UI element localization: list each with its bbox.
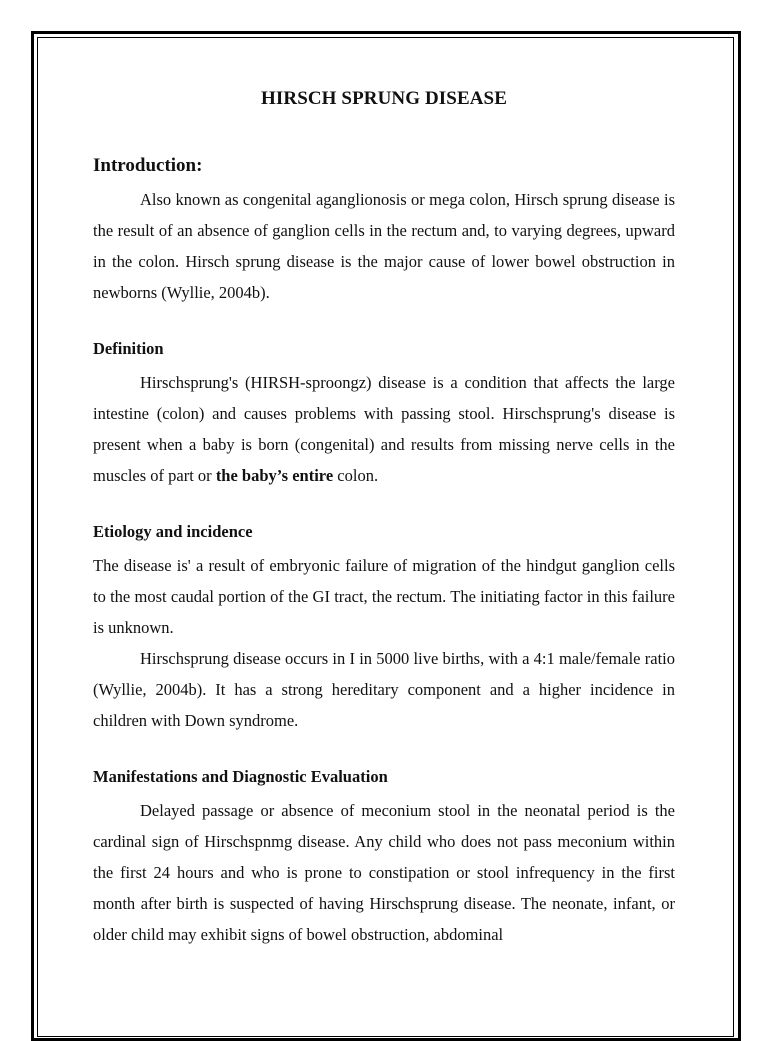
- definition-text-end: colon.: [333, 466, 379, 485]
- definition-text-bold: the baby’s entire: [215, 466, 334, 485]
- document-page: [93, 88, 675, 979]
- etiology-paragraph-1: The disease is' a result of embryonic failure of migration of the hindgut ganglion cells to the most caudal portion of the GI tract, the rectum. The initiating factor in this failure is unknown.: [93, 556, 675, 637]
- manifestations-heading: Manifestations and Diagnostic Evaluation: [93, 767, 388, 786]
- etiology-paragraph-2: Hirschsprung disease occurs in I in 5000 live births, with a 4:1 male/female ratio (Wyllie, 2004b). It has a strong hereditary component and a higher incidence in children with Down syndrome.: [93, 649, 675, 730]
- section-manifestations: [93, 765, 675, 950]
- definition-text-start: Hirschsprung's (HIRSH-sproongz) disease is a condition that affects the large intestine (colon) and causes problems with passing stool. Hirschsprung's disease is present when a baby is born (congenital) and results from missing nerve cells in the muscles of part or: [93, 373, 675, 485]
- definition-heading: Definition: [93, 339, 164, 358]
- section-introduction: [93, 155, 675, 308]
- introduction-heading: Introduction:: [93, 155, 203, 176]
- definition-paragraph: [93, 367, 675, 491]
- manifestations-paragraph: Delayed passage or absence of meconium stool in the neonatal period is the cardinal sign of Hirschspnmg disease. Any child who does not pass meconium within the first 24 hours and who is prone to constipation or stool infrequency in the first month after birth is suspected of having Hirschsprung disease. The neonate, infant, or older child may exhibit signs of bowel obstruction, abdominal: [93, 801, 675, 944]
- section-etiology: [93, 520, 675, 736]
- section-definition: [93, 337, 675, 491]
- etiology-heading: Etiology and incidence: [93, 522, 253, 541]
- introduction-paragraph: Also known as congenital aganglionosis or mega colon, Hirsch sprung disease is the result of an absence of ganglion cells in the rectum and, to varying degrees, upward in the colon. Hirsch sprung disease is the major cause of lower bowel obstruction in newborns (Wyllie, 2004b).: [93, 190, 675, 302]
- document-title: HIRSCH SPRUNG DISEASE: [261, 88, 507, 109]
